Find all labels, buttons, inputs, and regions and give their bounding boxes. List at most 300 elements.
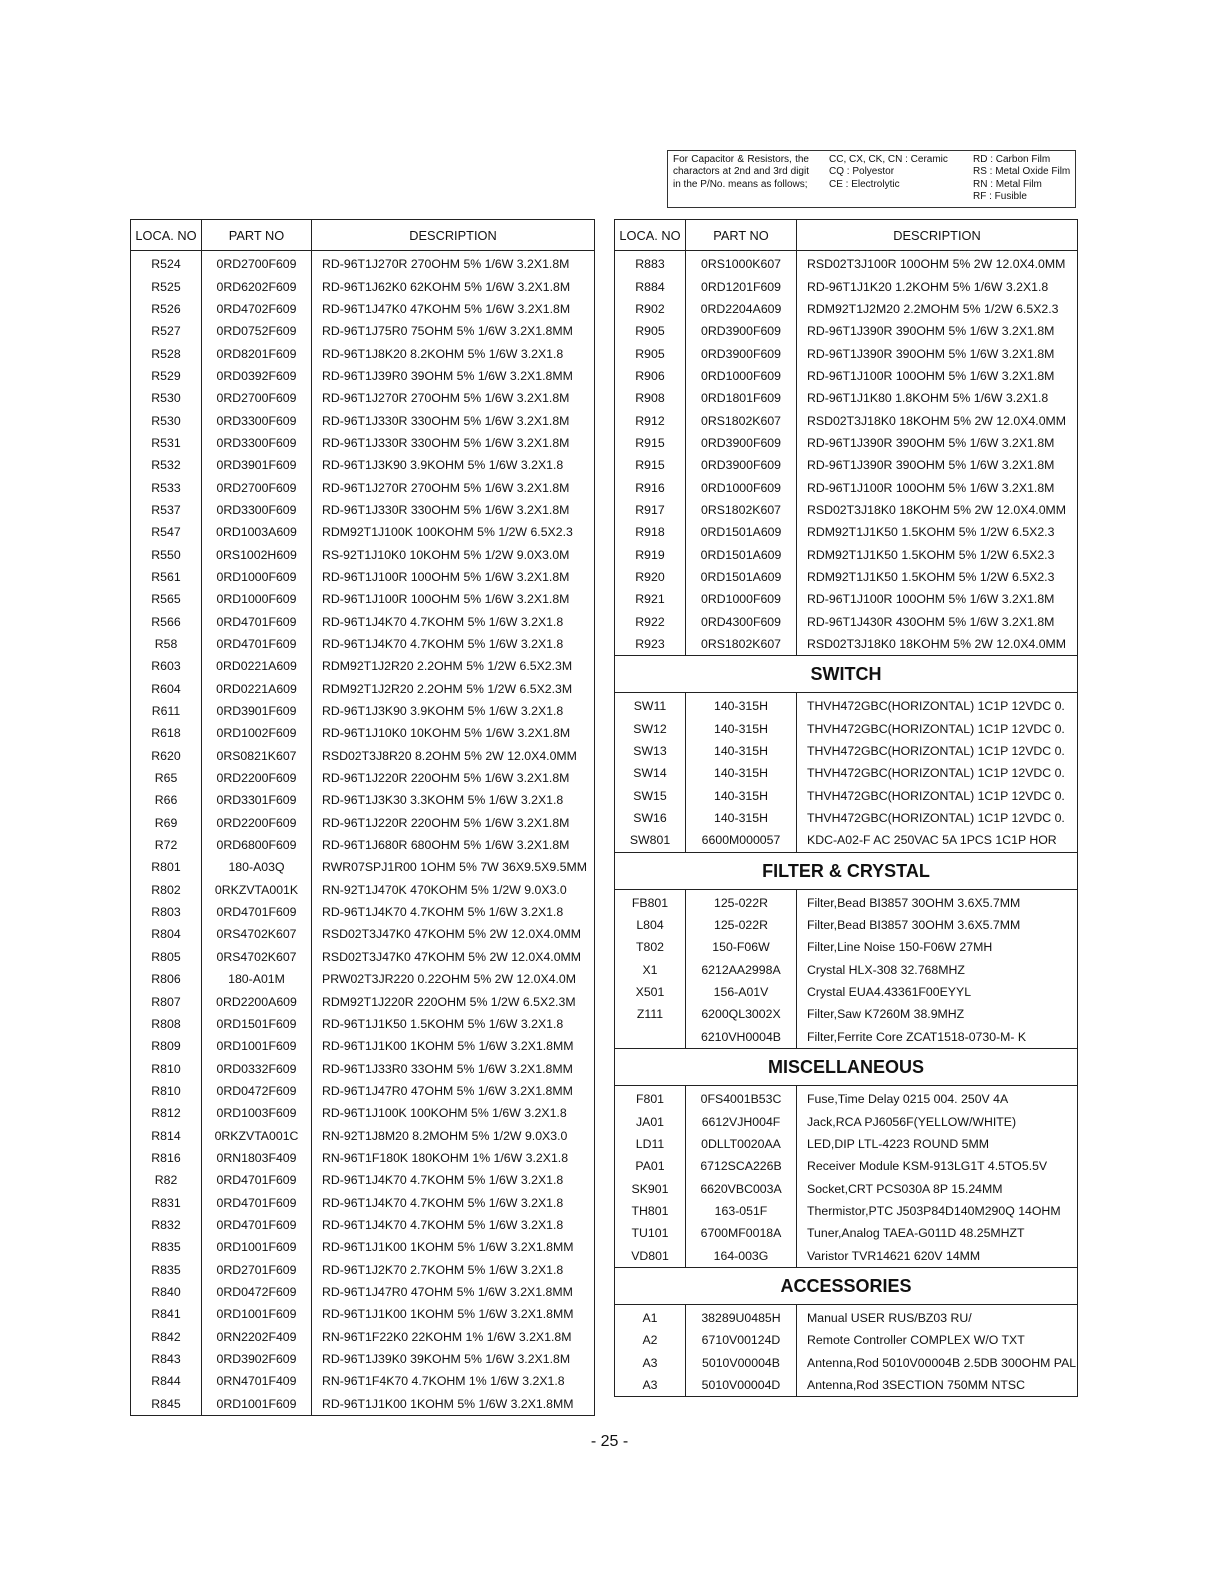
description-cell: RD-96T1J390R 390OHM 5% 1/6W 3.2X1.8M (807, 458, 1055, 473)
table-row (615, 1133, 1078, 1155)
loca-no-cell: SW13 (615, 740, 686, 762)
description-cell: RD-96T1J4K70 4.7KOHM 5% 1/6W 3.2X1.8 (322, 905, 564, 920)
loca-no-cell: F801 (615, 1086, 686, 1111)
loca-no-cell: PA01 (615, 1155, 686, 1177)
loca-no-cell: L804 (615, 914, 686, 936)
description-cell: RSD02T3J18K0 18KOHM 5% 2W 12.0X4.0MM (807, 413, 1067, 428)
loca-no-cell (615, 1026, 686, 1049)
loca-no-cell: R908 (615, 387, 686, 409)
part-no-cell: 0RKZVTA001C (202, 1124, 312, 1146)
loca-no-cell: R72 (131, 834, 202, 856)
loca-no-cell: R912 (615, 409, 686, 431)
section-title: ACCESSORIES (615, 1267, 1078, 1304)
description-cell: RD-96T1J75R0 75OHM 5% 1/6W 3.2X1.8MM (322, 324, 573, 339)
table-row (615, 1003, 1078, 1025)
loca-no-cell: R604 (131, 678, 202, 700)
legend-capacitor-code: CE : Electrolytic (829, 178, 900, 190)
loca-no-cell: R902 (615, 298, 686, 320)
table-header (131, 220, 595, 251)
table-row (615, 981, 1078, 1003)
loca-no-cell: R805 (131, 946, 202, 968)
table-row (615, 566, 1078, 588)
loca-no-cell: TU101 (615, 1222, 686, 1244)
table-row (615, 387, 1078, 409)
part-no-cell: 0RD1001F609 (202, 1236, 312, 1258)
description-cell: RSD02T3J47K0 47KOHM 5% 2W 12.0X4.0MM (322, 949, 582, 964)
description-cell: Thermistor,PTC J503P84D140M290Q 14OHM (807, 1203, 1061, 1218)
part-no-cell: 5010V00004D (686, 1374, 797, 1397)
table-row (131, 521, 595, 543)
loca-no-cell: R918 (615, 521, 686, 543)
loca-no-cell: A3 (615, 1374, 686, 1397)
parts-table-right (614, 219, 1078, 1397)
description-cell: Antenna,Rod 5010V00004B 2.5DB 300OHM PAL (807, 1355, 1077, 1370)
description-cell: RN-92T1J470K 470KOHM 5% 1/2W 9.0X3.0 (322, 882, 567, 897)
part-no-cell: 125-022R (686, 889, 797, 914)
table-row (615, 1329, 1078, 1351)
loca-no-cell: R69 (131, 812, 202, 834)
part-no-cell: 150-F06W (686, 936, 797, 958)
table-row (131, 856, 595, 878)
part-no-cell: 0RD2200F609 (202, 767, 312, 789)
loca-no-cell: R915 (615, 454, 686, 476)
table-row (615, 251, 1078, 276)
description-cell: RD-96T1J220R 220OHM 5% 1/6W 3.2X1.8M (322, 815, 570, 830)
legend-resistor-code: RN : Metal Film (973, 178, 1042, 190)
table-row (131, 365, 595, 387)
table-row (615, 807, 1078, 829)
loca-no-cell: R529 (131, 365, 202, 387)
loca-no-cell: A3 (615, 1351, 686, 1373)
table-row (615, 521, 1078, 543)
description-cell: RD-96T1J1K80 1.8KOHM 5% 1/6W 3.2X1.8 (807, 391, 1049, 406)
part-no-cell: 140-315H (686, 693, 797, 718)
loca-no-cell: R814 (131, 1124, 202, 1146)
table-row (615, 1351, 1078, 1373)
loca-no-cell: R920 (615, 566, 686, 588)
loca-no-cell: R525 (131, 275, 202, 297)
loca-no-cell: R841 (131, 1303, 202, 1325)
description-cell: Varistor TVR14621 620V 14MM (807, 1248, 981, 1263)
table-row (615, 693, 1078, 718)
table-row (131, 1191, 595, 1213)
loca-no-cell: R922 (615, 611, 686, 633)
part-no-cell: 0RD2700F609 (202, 251, 312, 276)
column-header-part-no: PART NO (686, 220, 797, 251)
description-cell: THVH472GBC(HORIZONTAL) 1C1P 12VDC 0. (807, 699, 1065, 714)
table-row (615, 1110, 1078, 1132)
loca-no-cell: R66 (131, 789, 202, 811)
table-row (131, 767, 595, 789)
description-cell: RD-96T1J1K00 1KOHM 5% 1/6W 3.2X1.8MM (322, 1396, 574, 1411)
part-no-cell: 0RD1000F609 (686, 588, 797, 610)
description-cell: Filter,Saw K7260M 38.9MHZ (807, 1007, 965, 1022)
table-row (131, 454, 595, 476)
description-cell: RD-96T1J2K70 2.7KOHM 5% 1/6W 3.2X1.8 (322, 1262, 564, 1277)
part-no-cell: 0RD1001F609 (202, 1393, 312, 1416)
loca-no-cell: R923 (615, 633, 686, 656)
description-cell: RDM92T1J2M20 2.2MOHM 5% 1/2W 6.5X2.3 (807, 301, 1059, 316)
part-no-cell: 164-003G (686, 1244, 797, 1267)
loca-no-cell: R547 (131, 521, 202, 543)
loca-no-cell: X1 (615, 959, 686, 981)
part-no-cell: 0RS4702K607 (202, 946, 312, 968)
table-row (615, 1086, 1078, 1111)
part-no-cell: 0RS4702K607 (202, 923, 312, 945)
table-row (131, 1258, 595, 1280)
description-cell: THVH472GBC(HORIZONTAL) 1C1P 12VDC 0. (807, 721, 1065, 736)
part-no-cell: 6612VJH004F (686, 1110, 797, 1132)
description-cell: RD-96T1J270R 270OHM 5% 1/6W 3.2X1.8M (322, 480, 570, 495)
part-no-cell: 0RD2701F609 (202, 1258, 312, 1280)
legend-resistor-code: RD : Carbon Film (973, 154, 1051, 165)
part-no-cell: 0RN4701F409 (202, 1370, 312, 1392)
table-row (131, 251, 595, 276)
part-no-cell: 38289U0485H (686, 1304, 797, 1329)
part-no-cell: 140-315H (686, 762, 797, 784)
table-row (615, 762, 1078, 784)
loca-no-cell: R917 (615, 499, 686, 521)
loca-no-cell: R905 (615, 342, 686, 364)
part-no-cell: 6200QL3002X (686, 1003, 797, 1025)
loca-no-cell: R611 (131, 700, 202, 722)
table-row (131, 1393, 595, 1416)
description-cell: RSD02T3J18K0 18KOHM 5% 2W 12.0X4.0MM (807, 637, 1067, 652)
part-no-cell: 0RD1002F609 (202, 722, 312, 744)
part-no-cell: 0RD2200F609 (202, 812, 312, 834)
part-no-cell: 0RS1000K607 (686, 251, 797, 276)
table-row (615, 889, 1078, 914)
description-cell: Filter,Ferrite Core ZCAT1518-0730-M- K (807, 1029, 1027, 1044)
loca-no-cell: R803 (131, 901, 202, 923)
table-row (615, 1177, 1078, 1199)
legend-intro-text: For Capacitor & Resistors, the charactors at 2nd and 3rd digit in the P/No. means as follows; (673, 154, 809, 190)
table-body (131, 251, 595, 1416)
description-cell: RD-96T1J3K90 3.9KOHM 5% 1/6W 3.2X1.8 (322, 458, 564, 473)
legend-capacitor-code: CQ : Polyestor (829, 166, 895, 178)
table-row (131, 298, 595, 320)
description-cell: PRW02T3JR220 0.22OHM 5% 2W 12.0X4.0M (322, 972, 577, 987)
description-cell: RD-96T1J390R 390OHM 5% 1/6W 3.2X1.8M (807, 324, 1055, 339)
loca-no-cell: R915 (615, 432, 686, 454)
table-row (131, 1214, 595, 1236)
table-row (615, 936, 1078, 958)
description-cell: RD-96T1J270R 270OHM 5% 1/6W 3.2X1.8M (322, 391, 570, 406)
loca-no-cell: R883 (615, 251, 686, 276)
loca-no-cell: R808 (131, 1013, 202, 1035)
legend-capacitor-codes (829, 154, 969, 191)
description-cell: RSD02T3J47K0 47KOHM 5% 2W 12.0X4.0MM (322, 927, 582, 942)
column-header-loca-no: LOCA. NO (131, 220, 202, 251)
table-row (615, 611, 1078, 633)
loca-no-cell: R532 (131, 454, 202, 476)
part-no-cell: 5010V00004B (686, 1351, 797, 1373)
description-cell: RD-96T1J330R 330OHM 5% 1/6W 3.2X1.8M (322, 435, 570, 450)
part-no-cell: 0RN2202F409 (202, 1326, 312, 1348)
legend-intro (673, 154, 809, 191)
part-no-cell: 180-A03Q (202, 856, 312, 878)
table-row (615, 1155, 1078, 1177)
description-cell: Crystal HLX-308 32.768MHZ (807, 962, 965, 977)
part-no-cell: 0RD1801F609 (686, 387, 797, 409)
description-cell: RD-96T1J220R 220OHM 5% 1/6W 3.2X1.8M (322, 771, 570, 786)
description-cell: Crystal EUA4.43361F00EYYL (807, 985, 972, 1000)
part-no-cell: 0RD4702F609 (202, 298, 312, 320)
part-no-cell: 0RD2200A609 (202, 990, 312, 1012)
loca-no-cell: R524 (131, 251, 202, 276)
table-row (615, 829, 1078, 852)
part-no-cell: 0RD1001F609 (202, 1035, 312, 1057)
table-header (615, 220, 1078, 251)
loca-no-cell: R530 (131, 387, 202, 409)
loca-no-cell: R809 (131, 1035, 202, 1057)
table-row (131, 968, 595, 990)
table-row (131, 901, 595, 923)
part-no-cell: 0RD3900F609 (686, 320, 797, 342)
loca-no-cell: X501 (615, 981, 686, 1003)
description-cell: RD-96T1J4K70 4.7KOHM 5% 1/6W 3.2X1.8 (322, 1217, 564, 1232)
description-cell: RD-96T1J680R 680OHM 5% 1/6W 3.2X1.8M (322, 838, 570, 853)
loca-no-cell: R842 (131, 1326, 202, 1348)
part-no-cell: 0RD1501F609 (202, 1013, 312, 1035)
description-cell: RS-92T1J10K0 10KOHM 5% 1/2W 9.0X3.0M (322, 547, 570, 562)
description-cell: RD-96T1J10K0 10KOHM 5% 1/6W 3.2X1.8M (322, 726, 571, 741)
table-row (615, 1304, 1078, 1329)
part-no-cell: 0RD0472F609 (202, 1281, 312, 1303)
loca-no-cell: R801 (131, 856, 202, 878)
part-no-cell: 6600M000057 (686, 829, 797, 852)
part-no-cell: 0RD3300F609 (202, 432, 312, 454)
part-no-cell: 0RD0472F609 (202, 1080, 312, 1102)
part-no-cell: 0RD8201F609 (202, 342, 312, 364)
table-row (615, 588, 1078, 610)
legend-capacitor-code: CC, CX, CK, CN : Ceramic (829, 154, 948, 165)
part-no-cell: 0RD0221A609 (202, 678, 312, 700)
description-cell: Remote Controller COMPLEX W/O TXT (807, 1333, 1025, 1348)
loca-no-cell: R603 (131, 655, 202, 677)
table-row (131, 588, 595, 610)
description-cell: RDM92T1J2R20 2.2OHM 5% 1/2W 6.5X2.3M (322, 659, 573, 674)
table-row (615, 365, 1078, 387)
loca-no-cell: R916 (615, 476, 686, 498)
loca-no-cell: R550 (131, 543, 202, 565)
part-no-cell: 6210VH0004B (686, 1026, 797, 1049)
table-row (131, 611, 595, 633)
loca-no-cell: R82 (131, 1169, 202, 1191)
description-cell: Tuner,Analog TAEA-G011D 48.25MHZT (807, 1226, 1025, 1241)
table-row (131, 812, 595, 834)
loca-no-cell: R835 (131, 1236, 202, 1258)
description-cell: RD-96T1J39R0 39OHM 5% 1/6W 3.2X1.8MM (322, 368, 573, 383)
table-row (131, 946, 595, 968)
loca-no-cell: VD801 (615, 1244, 686, 1267)
description-cell: RD-96T1J100R 100OHM 5% 1/6W 3.2X1.8M (322, 592, 570, 607)
table-row (131, 499, 595, 521)
table-row (131, 655, 595, 677)
loca-no-cell: A2 (615, 1329, 686, 1351)
legend-resistor-code: RF : Fusible (973, 190, 1027, 202)
description-cell: Socket,CRT PCS030A 8P 15.24MM (807, 1181, 1003, 1196)
table-row (131, 1102, 595, 1124)
description-cell: THVH472GBC(HORIZONTAL) 1C1P 12VDC 0. (807, 744, 1065, 759)
part-no-cell: 0RD3301F609 (202, 789, 312, 811)
description-cell: RD-96T1J4K70 4.7KOHM 5% 1/6W 3.2X1.8 (322, 614, 564, 629)
description-cell: RDM92T1J2R20 2.2OHM 5% 1/2W 6.5X2.3M (322, 681, 573, 696)
table-row (615, 914, 1078, 936)
table-row (131, 543, 595, 565)
section-header-row (615, 1049, 1078, 1086)
column-header-description: DESCRIPTION (797, 220, 1078, 251)
part-no-cell: 156-A01V (686, 981, 797, 1003)
table-row (131, 678, 595, 700)
part-no-cell: 6700MF0018A (686, 1222, 797, 1244)
part-no-cell: 0RS1002H609 (202, 543, 312, 565)
part-no-cell: 0RKZVTA001K (202, 879, 312, 901)
part-no-cell: 0RD4300F609 (686, 611, 797, 633)
description-cell: RDM92T1J1K50 1.5KOHM 5% 1/2W 6.5X2.3 (807, 569, 1055, 584)
loca-no-cell: R618 (131, 722, 202, 744)
part-no-cell: 0RD4701F609 (202, 633, 312, 655)
table-row (131, 432, 595, 454)
table-row (615, 543, 1078, 565)
loca-no-cell: R810 (131, 1080, 202, 1102)
description-cell: RD-96T1J100R 100OHM 5% 1/6W 3.2X1.8M (807, 368, 1055, 383)
loca-no-cell: R537 (131, 499, 202, 521)
loca-no-cell: R816 (131, 1147, 202, 1169)
part-no-cell: 125-022R (686, 914, 797, 936)
loca-no-cell: SK901 (615, 1177, 686, 1199)
table-row (131, 1236, 595, 1258)
description-cell: RDM92T1J220R 220OHM 5% 1/2W 6.5X2.3M (322, 994, 576, 1009)
part-no-cell: 6710V00124D (686, 1329, 797, 1351)
part-no-cell: 0RD3300F609 (202, 499, 312, 521)
description-cell: RD-96T1J100R 100OHM 5% 1/6W 3.2X1.8M (807, 592, 1055, 607)
loca-no-cell: R565 (131, 588, 202, 610)
loca-no-cell: R804 (131, 923, 202, 945)
table-row (131, 722, 595, 744)
table-row (615, 320, 1078, 342)
part-no-cell: 0RD1000F609 (202, 566, 312, 588)
part-no-cell: 0RS1802K607 (686, 633, 797, 656)
loca-no-cell: R561 (131, 566, 202, 588)
table-row (131, 1303, 595, 1325)
loca-no-cell: R884 (615, 275, 686, 297)
table-row (615, 499, 1078, 521)
description-cell: THVH472GBC(HORIZONTAL) 1C1P 12VDC 0. (807, 766, 1065, 781)
loca-no-cell: SW12 (615, 718, 686, 740)
description-cell: Fuse,Time Delay 0215 004. 250V 4A (807, 1092, 1009, 1107)
table-row (615, 1244, 1078, 1267)
description-cell: THVH472GBC(HORIZONTAL) 1C1P 12VDC 0. (807, 788, 1065, 803)
loca-no-cell: R832 (131, 1214, 202, 1236)
abbreviation-legend (667, 150, 1076, 208)
description-cell: Filter,Line Noise 150-F06W 27MH (807, 940, 993, 955)
part-no-cell: 6620VBC003A (686, 1177, 797, 1199)
section-header-row (615, 1267, 1078, 1304)
part-no-cell: 0RD1003F609 (202, 1102, 312, 1124)
table-row (615, 740, 1078, 762)
loca-no-cell: SW14 (615, 762, 686, 784)
loca-no-cell: R840 (131, 1281, 202, 1303)
table-row (615, 275, 1078, 297)
part-no-cell: 0RD2700F609 (202, 387, 312, 409)
part-no-cell: 0RD4701F609 (202, 611, 312, 633)
loca-no-cell: R919 (615, 543, 686, 565)
table-row (131, 1326, 595, 1348)
part-no-cell: 140-315H (686, 785, 797, 807)
description-cell: RDM92T1J1K50 1.5KOHM 5% 1/2W 6.5X2.3 (807, 525, 1055, 540)
table-row (131, 923, 595, 945)
section-title: SWITCH (615, 656, 1078, 693)
loca-no-cell: LD11 (615, 1133, 686, 1155)
table-row (615, 298, 1078, 320)
description-cell: RD-96T1J330R 330OHM 5% 1/6W 3.2X1.8M (322, 413, 570, 428)
loca-no-cell: R835 (131, 1258, 202, 1280)
description-cell: RD-96T1J100R 100OHM 5% 1/6W 3.2X1.8M (322, 569, 570, 584)
part-no-cell: 0RD0332F609 (202, 1057, 312, 1079)
part-no-cell: 0RD1000F609 (686, 476, 797, 498)
table-row (131, 1147, 595, 1169)
description-cell: RD-96T1J100R 100OHM 5% 1/6W 3.2X1.8M (807, 480, 1055, 495)
description-cell: RD-96T1J4K70 4.7KOHM 5% 1/6W 3.2X1.8 (322, 637, 564, 652)
loca-no-cell: R802 (131, 879, 202, 901)
table-row (131, 1057, 595, 1079)
part-no-cell: 0RS0821K607 (202, 745, 312, 767)
description-cell: RSD02T3J18K0 18KOHM 5% 2W 12.0X4.0MM (807, 502, 1067, 517)
loca-no-cell: R58 (131, 633, 202, 655)
table-row (131, 275, 595, 297)
loca-no-cell: R65 (131, 767, 202, 789)
part-no-cell: 0RS1802K607 (686, 499, 797, 521)
loca-no-cell: JA01 (615, 1110, 686, 1132)
loca-no-cell: Z111 (615, 1003, 686, 1025)
loca-no-cell: R810 (131, 1057, 202, 1079)
part-no-cell: 0RD1501A609 (686, 521, 797, 543)
part-no-cell: 0DLLT0020AA (686, 1133, 797, 1155)
table-row (131, 1013, 595, 1035)
table-row (615, 718, 1078, 740)
part-no-cell: 6712SCA226B (686, 1155, 797, 1177)
part-no-cell: 0FS4001B53C (686, 1086, 797, 1111)
description-cell: RN-96T1F4K70 4.7KOHM 1% 1/6W 3.2X1.8 (322, 1374, 565, 1389)
table-row (131, 834, 595, 856)
part-no-cell: 0RD3900F609 (686, 342, 797, 364)
part-no-cell: 0RD0392F609 (202, 365, 312, 387)
loca-no-cell: R806 (131, 968, 202, 990)
table-row (131, 1370, 595, 1392)
table-row (131, 387, 595, 409)
description-cell: RD-96T1J100K 100KOHM 5% 1/6W 3.2X1.8 (322, 1106, 567, 1121)
description-cell: RD-96T1J4K70 4.7KOHM 5% 1/6W 3.2X1.8 (322, 1195, 564, 1210)
table-row (131, 320, 595, 342)
loca-no-cell: SW15 (615, 785, 686, 807)
part-no-cell: 0RD3900F609 (686, 454, 797, 476)
description-cell: RD-96T1J47K0 47KOHM 5% 1/6W 3.2X1.8M (322, 301, 571, 316)
description-cell: RDM92T1J1K50 1.5KOHM 5% 1/2W 6.5X2.3 (807, 547, 1055, 562)
table-row (131, 1281, 595, 1303)
table-row (131, 745, 595, 767)
description-cell: THVH472GBC(HORIZONTAL) 1C1P 12VDC 0. (807, 811, 1065, 826)
section-header-row (615, 656, 1078, 693)
description-cell: RN-96T1F180K 180KOHM 1% 1/6W 3.2X1.8 (322, 1150, 569, 1165)
loca-no-cell: T802 (615, 936, 686, 958)
part-no-cell: 0RS1802K607 (686, 409, 797, 431)
part-no-cell: 0RD0752F609 (202, 320, 312, 342)
table-row (131, 789, 595, 811)
description-cell: LED,DIP LTL-4223 ROUND 5MM (807, 1136, 990, 1151)
table-body (615, 251, 1078, 1397)
table-row (615, 785, 1078, 807)
